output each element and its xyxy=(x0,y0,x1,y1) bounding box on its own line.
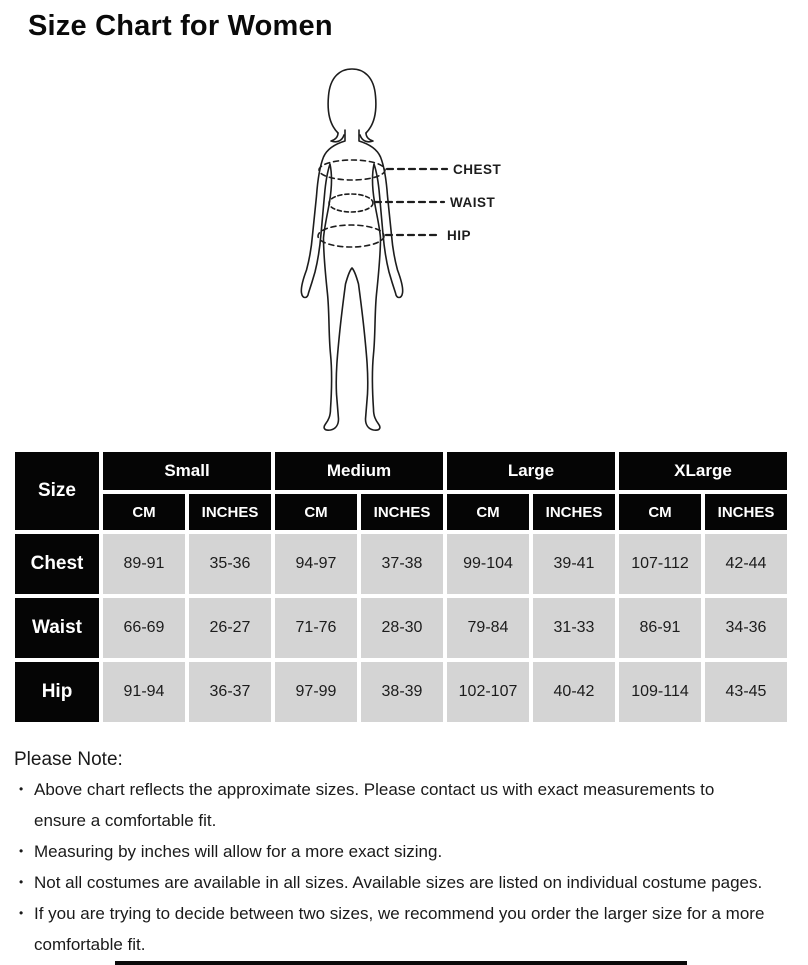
list-item xyxy=(14,774,798,836)
unit-header-inches: INCHES xyxy=(189,494,271,530)
size-table-container xyxy=(11,448,791,726)
figure-hair-flick-left xyxy=(331,133,344,142)
measurement-cell: 71-76 xyxy=(275,598,357,658)
table-row-waist xyxy=(15,598,787,658)
hip-label: HIP xyxy=(447,228,472,243)
measurement-cell: 91-94 xyxy=(103,662,185,722)
measurement-cell: 42-44 xyxy=(705,534,787,594)
measurement-cell: 36-37 xyxy=(189,662,271,722)
group-header-medium: Medium xyxy=(275,452,443,490)
note-text: Measuring by inches will allow for a more exact sizing. xyxy=(34,842,443,861)
size-chart-table xyxy=(11,448,791,726)
unit-header-cm: CM xyxy=(275,494,357,530)
measurement-cell: 79-84 xyxy=(447,598,529,658)
note-text: Above chart reflects the approximate sizes. Please contact us with exact measurements to xyxy=(34,780,715,799)
measurement-cell: 109-114 xyxy=(619,662,701,722)
chest-label: CHEST xyxy=(453,162,502,177)
note-text: ensure a comfortable fit. xyxy=(34,811,217,830)
note-text: comfortable fit. xyxy=(34,935,146,954)
row-label-hip: Hip xyxy=(15,662,99,722)
measurement-cell: 102-107 xyxy=(447,662,529,722)
page-title: Size Chart for Women xyxy=(28,10,333,42)
row-label-waist: Waist xyxy=(15,598,99,658)
notes-section xyxy=(14,746,798,960)
table-row-chest xyxy=(15,534,787,594)
note-text: Not all costumes are available in all sizes. Available sizes are listed on individual costume pages. xyxy=(34,873,763,892)
unit-header-inches: INCHES xyxy=(705,494,787,530)
measurement-cell: 31-33 xyxy=(533,598,615,658)
measurement-cell: 26-27 xyxy=(189,598,271,658)
unit-header-cm: CM xyxy=(447,494,529,530)
measurement-cell: 94-97 xyxy=(275,534,357,594)
list-item xyxy=(14,898,798,960)
unit-header-cm: CM xyxy=(619,494,701,530)
measurement-cell: 43-45 xyxy=(705,662,787,722)
bullet-dot-icon: • xyxy=(19,906,24,920)
measurement-cell: 35-36 xyxy=(189,534,271,594)
group-header-small: Small xyxy=(103,452,271,490)
measurement-cell: 37-38 xyxy=(361,534,443,594)
measurement-cell: 28-30 xyxy=(361,598,443,658)
note-text: If you are trying to decide between two sizes, we recommend you order the larger size for a more xyxy=(34,904,765,923)
bullet-dot-icon: • xyxy=(19,875,24,889)
woman-figure-diagram xyxy=(280,63,530,435)
figure-head-outline xyxy=(328,69,376,133)
measurement-cell: 39-41 xyxy=(533,534,615,594)
waist-label: WAIST xyxy=(450,195,496,210)
group-header-large: Large xyxy=(447,452,615,490)
figure-body-outline xyxy=(301,130,402,430)
size-corner-header: Size xyxy=(15,452,99,530)
measurement-cell: 40-42 xyxy=(533,662,615,722)
measurement-cell: 107-112 xyxy=(619,534,701,594)
list-item xyxy=(14,836,798,867)
table-row-hip xyxy=(15,662,787,722)
list-item xyxy=(14,867,798,898)
notes-heading: Please Note: xyxy=(14,749,123,770)
unit-header-inches: INCHES xyxy=(533,494,615,530)
unit-header-inches: INCHES xyxy=(361,494,443,530)
hip-measure-ellipse xyxy=(318,225,384,247)
measurement-cell: 99-104 xyxy=(447,534,529,594)
measurement-cell: 34-36 xyxy=(705,598,787,658)
bullet-dot-icon: • xyxy=(19,782,24,796)
measurement-cell: 97-99 xyxy=(275,662,357,722)
measurement-cell: 66-69 xyxy=(103,598,185,658)
measurement-cell: 38-39 xyxy=(361,662,443,722)
measurement-cell: 89-91 xyxy=(103,534,185,594)
figure-hair-flick-right xyxy=(360,133,373,142)
measurement-cell: 86-91 xyxy=(619,598,701,658)
bullet-dot-icon: • xyxy=(19,844,24,858)
waist-measure-ellipse xyxy=(329,194,373,212)
group-header-row xyxy=(15,452,787,490)
group-header-xlarge: XLarge xyxy=(619,452,787,490)
unit-header-row xyxy=(15,494,787,530)
unit-header-cm: CM xyxy=(103,494,185,530)
bottom-cutoff-bar xyxy=(115,961,687,965)
row-label-chest: Chest xyxy=(15,534,99,594)
